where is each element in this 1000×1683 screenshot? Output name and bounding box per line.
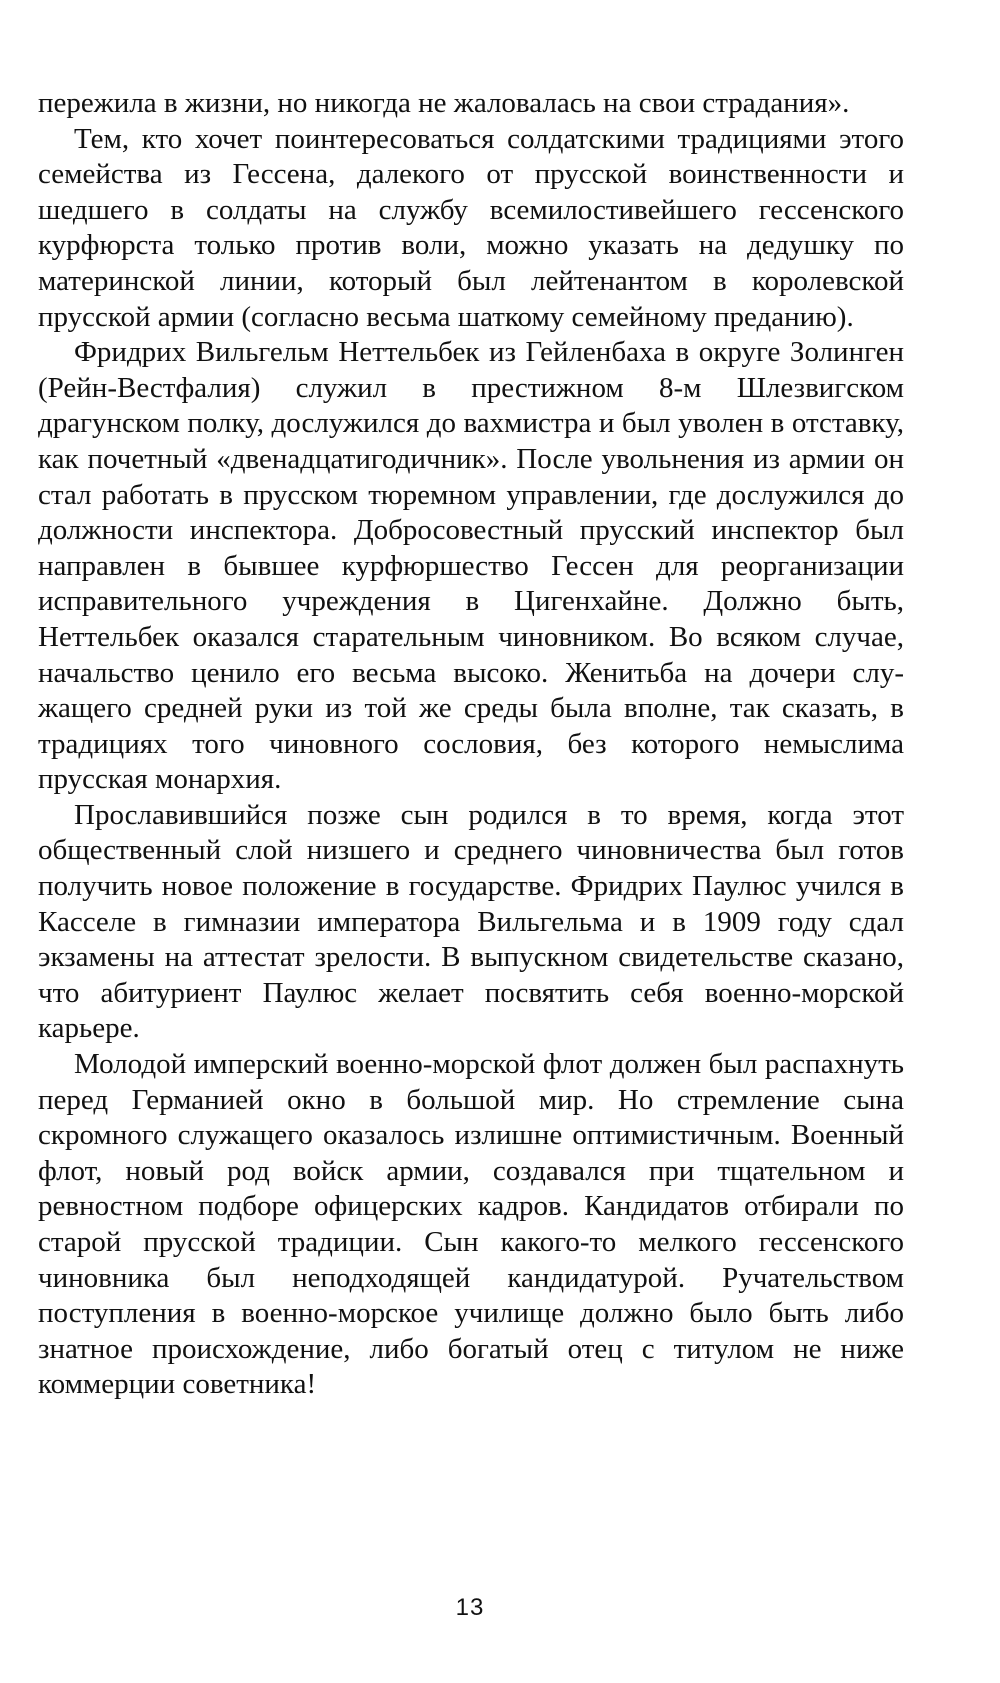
body-text	[38, 86, 904, 1403]
page-number: 13	[455, 1594, 485, 1621]
paragraph-continuation: пережила в жизни, но никогда не жаловалась на свои страдания».	[38, 87, 850, 119]
paragraph-nettelbeck: Фридрих Вильгельм Неттельбек из Гейленбаха в округе Золинген (Рейн-Вестфалия) служил в престижном 8-м Шлезвигском драгунском полку, дослужился до вахмистра и был уволен в отставку, как почетный «двенадцатигодичник». После увольнения из армии он стал работать в прусском тюремном управлении, где дослужился до должности инспектора. Добросовестный прусский инспектор был направлен в бывшее курфюршество Гессен для реорганизации исправительного учреждения в Цигенхайне. Должно быть, Неттельбек оказался старательным чиновником. Во всяком случае, начальство ценило его весьма высоко. Женитьба на дочери служащего средней руки из той же среды была вполне, так сказать, в традициях того чиновного сословия, без которого немыслима прусская монархия.	[38, 336, 904, 796]
paragraph-military-traditions: Тем, кто хочет поинтересоваться солдатскими традициями этого семейства из Гессена, далекого от прусской воинственности и шедшего в солдаты на службу всемилостивейшего гессенского курфюрста только против воли, можно указать на дедушку по материнской линии, который был лейтенантом в королевской прусской армии (согласно весьма шаткому семейному преданию).	[38, 122, 904, 333]
paragraph-navy: Молодой имперский военно-морской флот должен был распахнуть перед Германией окно в большой мир. Но стремление сына скромного служащего оказалось излишне оптимистичным. Военный флот, новый род войск армии, создавался при тщательном и ревностном подборе офицерских кадров. Кандидатов отбирали по старой прусской традиции. Сын какого-то мелкого гессенского чиновника был неподходящей кандидатурой. Ручательством поступления в военно-морское училище должно было быть либо знатное происхождение, либо богатый отец с титулом не ниже коммерции советника!	[38, 1048, 904, 1401]
paragraph-son-born: Прославившийся позже сын родился в то время, когда этот общественный слой низшего и среднего чиновничества был готов получить новое положение в государстве. Фридрих Паулюс учился в Касселе в гимназии императора Вильгельма и в 1909 году сдал экзамены на аттестат зрелости. В выпускном свидетельстве сказано, что абитуриент Паулюс желает посвятить себя военно-морской карьере.	[38, 798, 904, 1045]
